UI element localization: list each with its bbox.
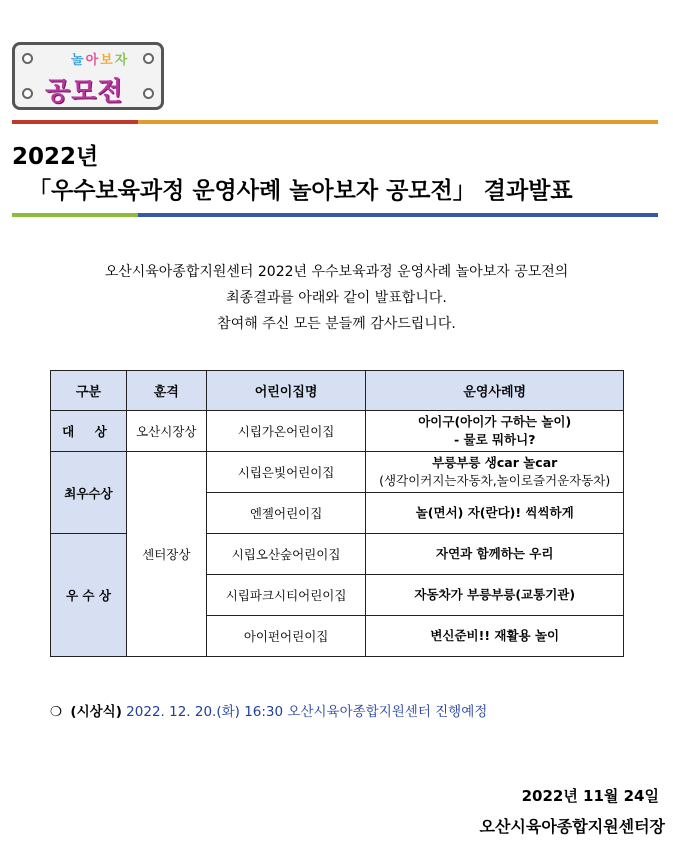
header-award: 훈격 <box>126 371 206 411</box>
activity-line: 놀(면서) 자(란다)! 씩씩하게 <box>415 505 574 520</box>
logo-small-text <box>71 49 129 68</box>
activity-name <box>366 534 624 575</box>
activity-name <box>366 411 624 452</box>
activity-name <box>366 493 624 534</box>
category-excellence-top: 최우수상 <box>51 452 127 534</box>
header-bottom-bar-blue <box>138 213 658 217</box>
header-top-bar-orange <box>138 120 658 124</box>
category-grand-prize: 대 상 <box>51 411 127 452</box>
header-bottom-bar-green <box>12 213 138 217</box>
intro-line: 참여해 주신 모든 분들께 감사드립니다. <box>217 316 456 332</box>
logo-char: 아 <box>85 53 99 68</box>
activity-line: 자동차가 부릉부릉(교통기관) <box>414 587 576 602</box>
daycare-name: 엔젤어린이집 <box>206 493 366 534</box>
award-center-director: 센터장상 <box>126 452 206 657</box>
category-excellence: 우 수 상 <box>51 534 127 657</box>
results-table <box>50 370 624 657</box>
ceremony-detail: 2022. 12. 20.(화) 16:30 오산시육아종합지원센터 진행예정 <box>126 704 488 720</box>
logo-rivet-icon <box>143 88 154 99</box>
activity-line: 변신준비!! 재활용 놀이 <box>430 628 560 643</box>
daycare-name: 시립오산숲어린이집 <box>206 534 366 575</box>
activity-name <box>366 616 624 657</box>
daycare-name: 시립파크시티어린이집 <box>206 575 366 616</box>
logo-big-text: 공모전 <box>45 77 124 107</box>
header-activity: 운영사례명 <box>366 371 624 411</box>
logo-rivet-icon <box>22 88 33 99</box>
activity-line: 부릉부릉 생car 놀car <box>432 455 558 470</box>
issuing-organization: 오산시육아종합지원센터장 <box>479 817 665 836</box>
intro-line: 최종결과를 아래와 같이 발표합니다. <box>226 290 447 306</box>
page-year: 2022년 <box>12 144 99 170</box>
daycare-name: 시립가온어린이집 <box>206 411 366 452</box>
daycare-name: 아이펀어린이집 <box>206 616 366 657</box>
table-row <box>51 411 624 452</box>
contest-logo <box>12 42 164 110</box>
activity-line: 아이구(아이가 구하는 놀이) <box>418 414 572 429</box>
intro-line: 오산시육아종합지원센터 2022년 우수보육과정 운영사례 놀아보자 공모전의 <box>104 264 569 280</box>
activity-name <box>366 575 624 616</box>
ceremony-notice <box>50 700 487 720</box>
activity-line: 자연과 함께하는 우리 <box>436 546 554 561</box>
page-title: 「우수보육과정 운영사례 놀아보자 공모전」 결과발표 <box>28 178 573 204</box>
header-top-bar-red <box>12 120 138 124</box>
logo-char: 보 <box>100 53 113 68</box>
logo-rivet-icon <box>143 53 154 64</box>
activity-line: (생각이커지는자동차,놀이로즐거운자동차) <box>379 473 611 488</box>
intro-text <box>0 259 673 337</box>
ceremony-label: (시상식) <box>70 704 122 720</box>
header-daycare: 어린이집명 <box>206 371 366 411</box>
logo-rivet-icon <box>22 53 33 64</box>
logo-char: 놀 <box>71 53 84 68</box>
table-row <box>51 452 624 493</box>
award-mayor: 오산시장상 <box>126 411 206 452</box>
activity-line: - 물로 뭐하니? <box>453 432 536 447</box>
daycare-name: 시립은빛어린이집 <box>206 452 366 493</box>
announcement-date: 2022년 11월 24일 <box>521 787 659 805</box>
bullet-circle-icon: ❍ <box>50 704 63 720</box>
header-category: 구분 <box>51 371 127 411</box>
table-header-row <box>51 371 624 411</box>
activity-name <box>366 452 624 493</box>
logo-char: 자 <box>114 53 128 68</box>
